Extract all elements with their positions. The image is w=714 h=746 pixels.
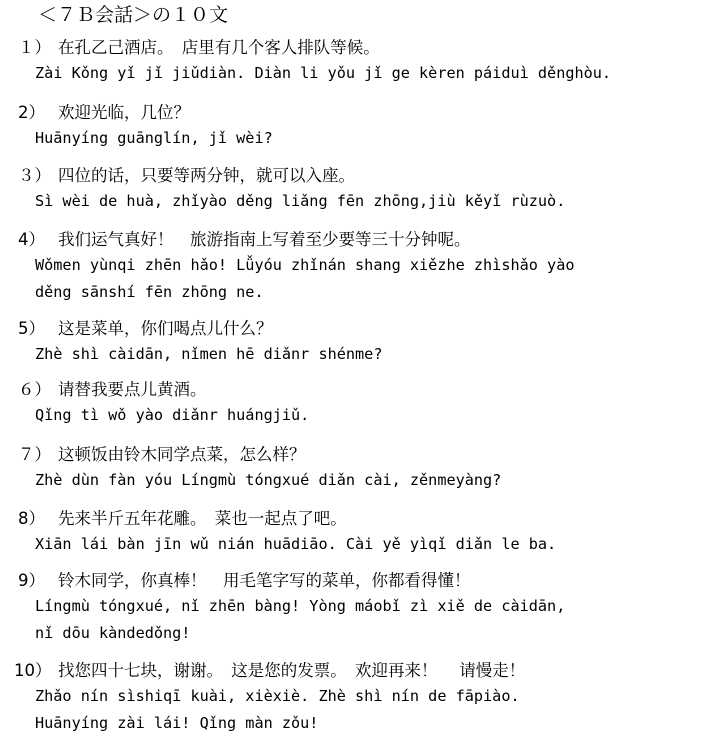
pinyin-line: Sì wèi de huà, zhǐyào děng liǎng fēn zhōng,jiù kěyǐ rùzuò.	[35, 192, 566, 210]
pinyin-line: Zhè dùn fàn yóu Língmù tóngxué diǎn cài, zěnmeyàng?	[35, 471, 502, 489]
chinese-text: 在孔乙己酒店。 店里有几个客人排队等候。	[58, 38, 380, 57]
pinyin-line: Zhǎo nín sìshiqī kuài, xièxiè. Zhè shì nín de fāpiào.	[35, 687, 520, 705]
pinyin-line: Qǐng tì wǒ yào diǎnr huángjiǔ.	[35, 406, 310, 424]
pinyin-line: Wǒmen yùnqi zhēn hǎo! Lǚyóu zhǐnán shang xiězhe zhìshǎo yào	[35, 256, 575, 274]
sentence-number: 2）	[18, 103, 45, 122]
sentence-number: ３）	[18, 166, 51, 185]
pinyin-line: Huānyíng guānglín, jǐ wèi?	[35, 129, 273, 147]
sentence-number: ６）	[18, 380, 51, 399]
sentence-number: 4）	[18, 230, 45, 249]
pinyin-line: nǐ dōu kàndedǒng!	[35, 624, 191, 642]
sentence-number: 10）	[14, 661, 52, 680]
sentence-number: 5）	[18, 319, 45, 338]
chinese-text: 找您四十七块，谢谢。 这是您的发票。 欢迎再来！ 请慢走！	[58, 661, 526, 680]
pinyin-line: Huānyíng zài lái! Qǐng màn zǒu!	[35, 714, 319, 732]
chinese-text: 这顿饭由铃木同学点菜，怎么样？	[58, 445, 306, 464]
sentence-number: １）	[18, 38, 51, 57]
chinese-text: 先来半斤五年花雕。 菜也一起点了吧。	[58, 509, 347, 528]
chinese-text: 这是菜单，你们喝点儿什么？	[58, 319, 273, 338]
pinyin-line: Língmù tóngxué, nǐ zhēn bàng! Yòng máobǐ zì xiě de càidān,	[35, 597, 566, 615]
sentence-number: 8）	[18, 509, 45, 528]
chinese-text: 四位的话，只要等两分钟，就可以入座。	[58, 166, 355, 185]
pinyin-line: Zài Kǒng yǐ jǐ jiǔdiàn. Diàn li yǒu jǐ ge kèren páiduì děnghòu.	[35, 64, 612, 82]
sentence-number: ７）	[18, 445, 51, 464]
chinese-text: 我们运气真好！ 旅游指南上写着至少要等三十分钟呢。	[58, 230, 471, 249]
chinese-text: 请替我要点儿黄酒。	[58, 380, 207, 399]
pinyin-line: děng sānshí fēn zhōng ne.	[35, 283, 264, 301]
pinyin-line: Zhè shì càidān, nǐmen hē diǎnr shénme?	[35, 345, 383, 363]
pinyin-line: Xiān lái bàn jīn wǔ nián huādiāo. Cài yě yìqǐ diǎn le ba.	[35, 535, 557, 553]
page-title: ＜７Ｂ会話＞の１０文	[38, 4, 229, 26]
sentence-number: 9）	[18, 571, 45, 590]
chinese-text: 欢迎光临，几位？	[58, 103, 190, 122]
chinese-text: 铃木同学，你真棒！ 用毛笔字写的菜单，你都看得懂！	[58, 571, 471, 590]
